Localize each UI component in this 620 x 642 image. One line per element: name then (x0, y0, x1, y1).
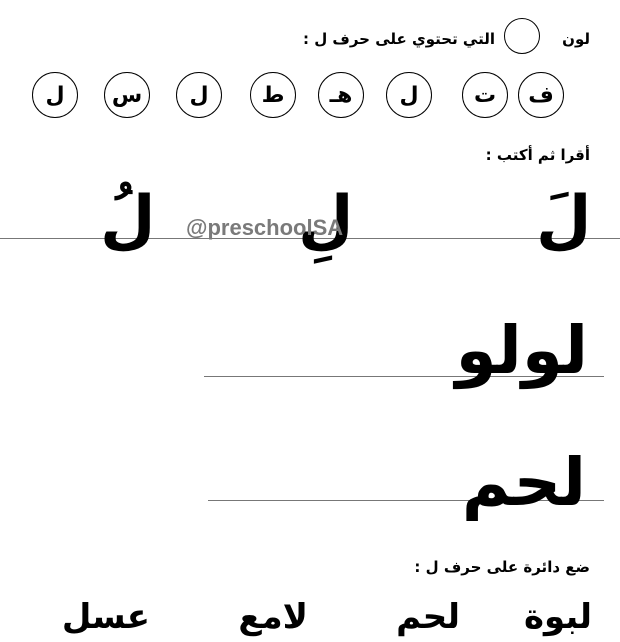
letter-circle-3[interactable]: ل (386, 72, 432, 118)
letter-lam-damma: لُ (100, 183, 156, 257)
word-asal[interactable]: عسل (61, 597, 150, 637)
letter-circle-2[interactable]: ت (462, 72, 508, 118)
letter-circle-1[interactable]: ف (518, 72, 564, 118)
word-lahm: لحم (461, 444, 586, 521)
word-lulu: لولو (455, 312, 588, 389)
example-circle (504, 18, 540, 54)
letter-circle-5[interactable]: ط (250, 72, 296, 118)
letter-circle-6[interactable]: ل (176, 72, 222, 118)
circle-instruction: ضع دائرة على حرف ل : (414, 558, 590, 576)
letter-lam-fatha: لَ (536, 183, 592, 257)
color-instruction-label: لون (562, 30, 590, 48)
letter-circle-7[interactable]: س (104, 72, 150, 118)
word-lahm-small[interactable]: لحم (396, 597, 460, 637)
watermark-text: @preschoolSA (186, 215, 344, 240)
color-instruction-text: التي تحتوي على حرف ل : (302, 30, 495, 48)
letter-circle-4[interactable]: هـ (318, 72, 364, 118)
word-labwa[interactable]: لبوة (523, 597, 592, 637)
read-write-instruction: أقرا ثم أكتب : (485, 146, 590, 164)
letter-lam-kasra: لِ (298, 183, 354, 257)
word-lamie[interactable]: لامع (238, 597, 308, 637)
letter-circle-8[interactable]: ل (32, 72, 78, 118)
